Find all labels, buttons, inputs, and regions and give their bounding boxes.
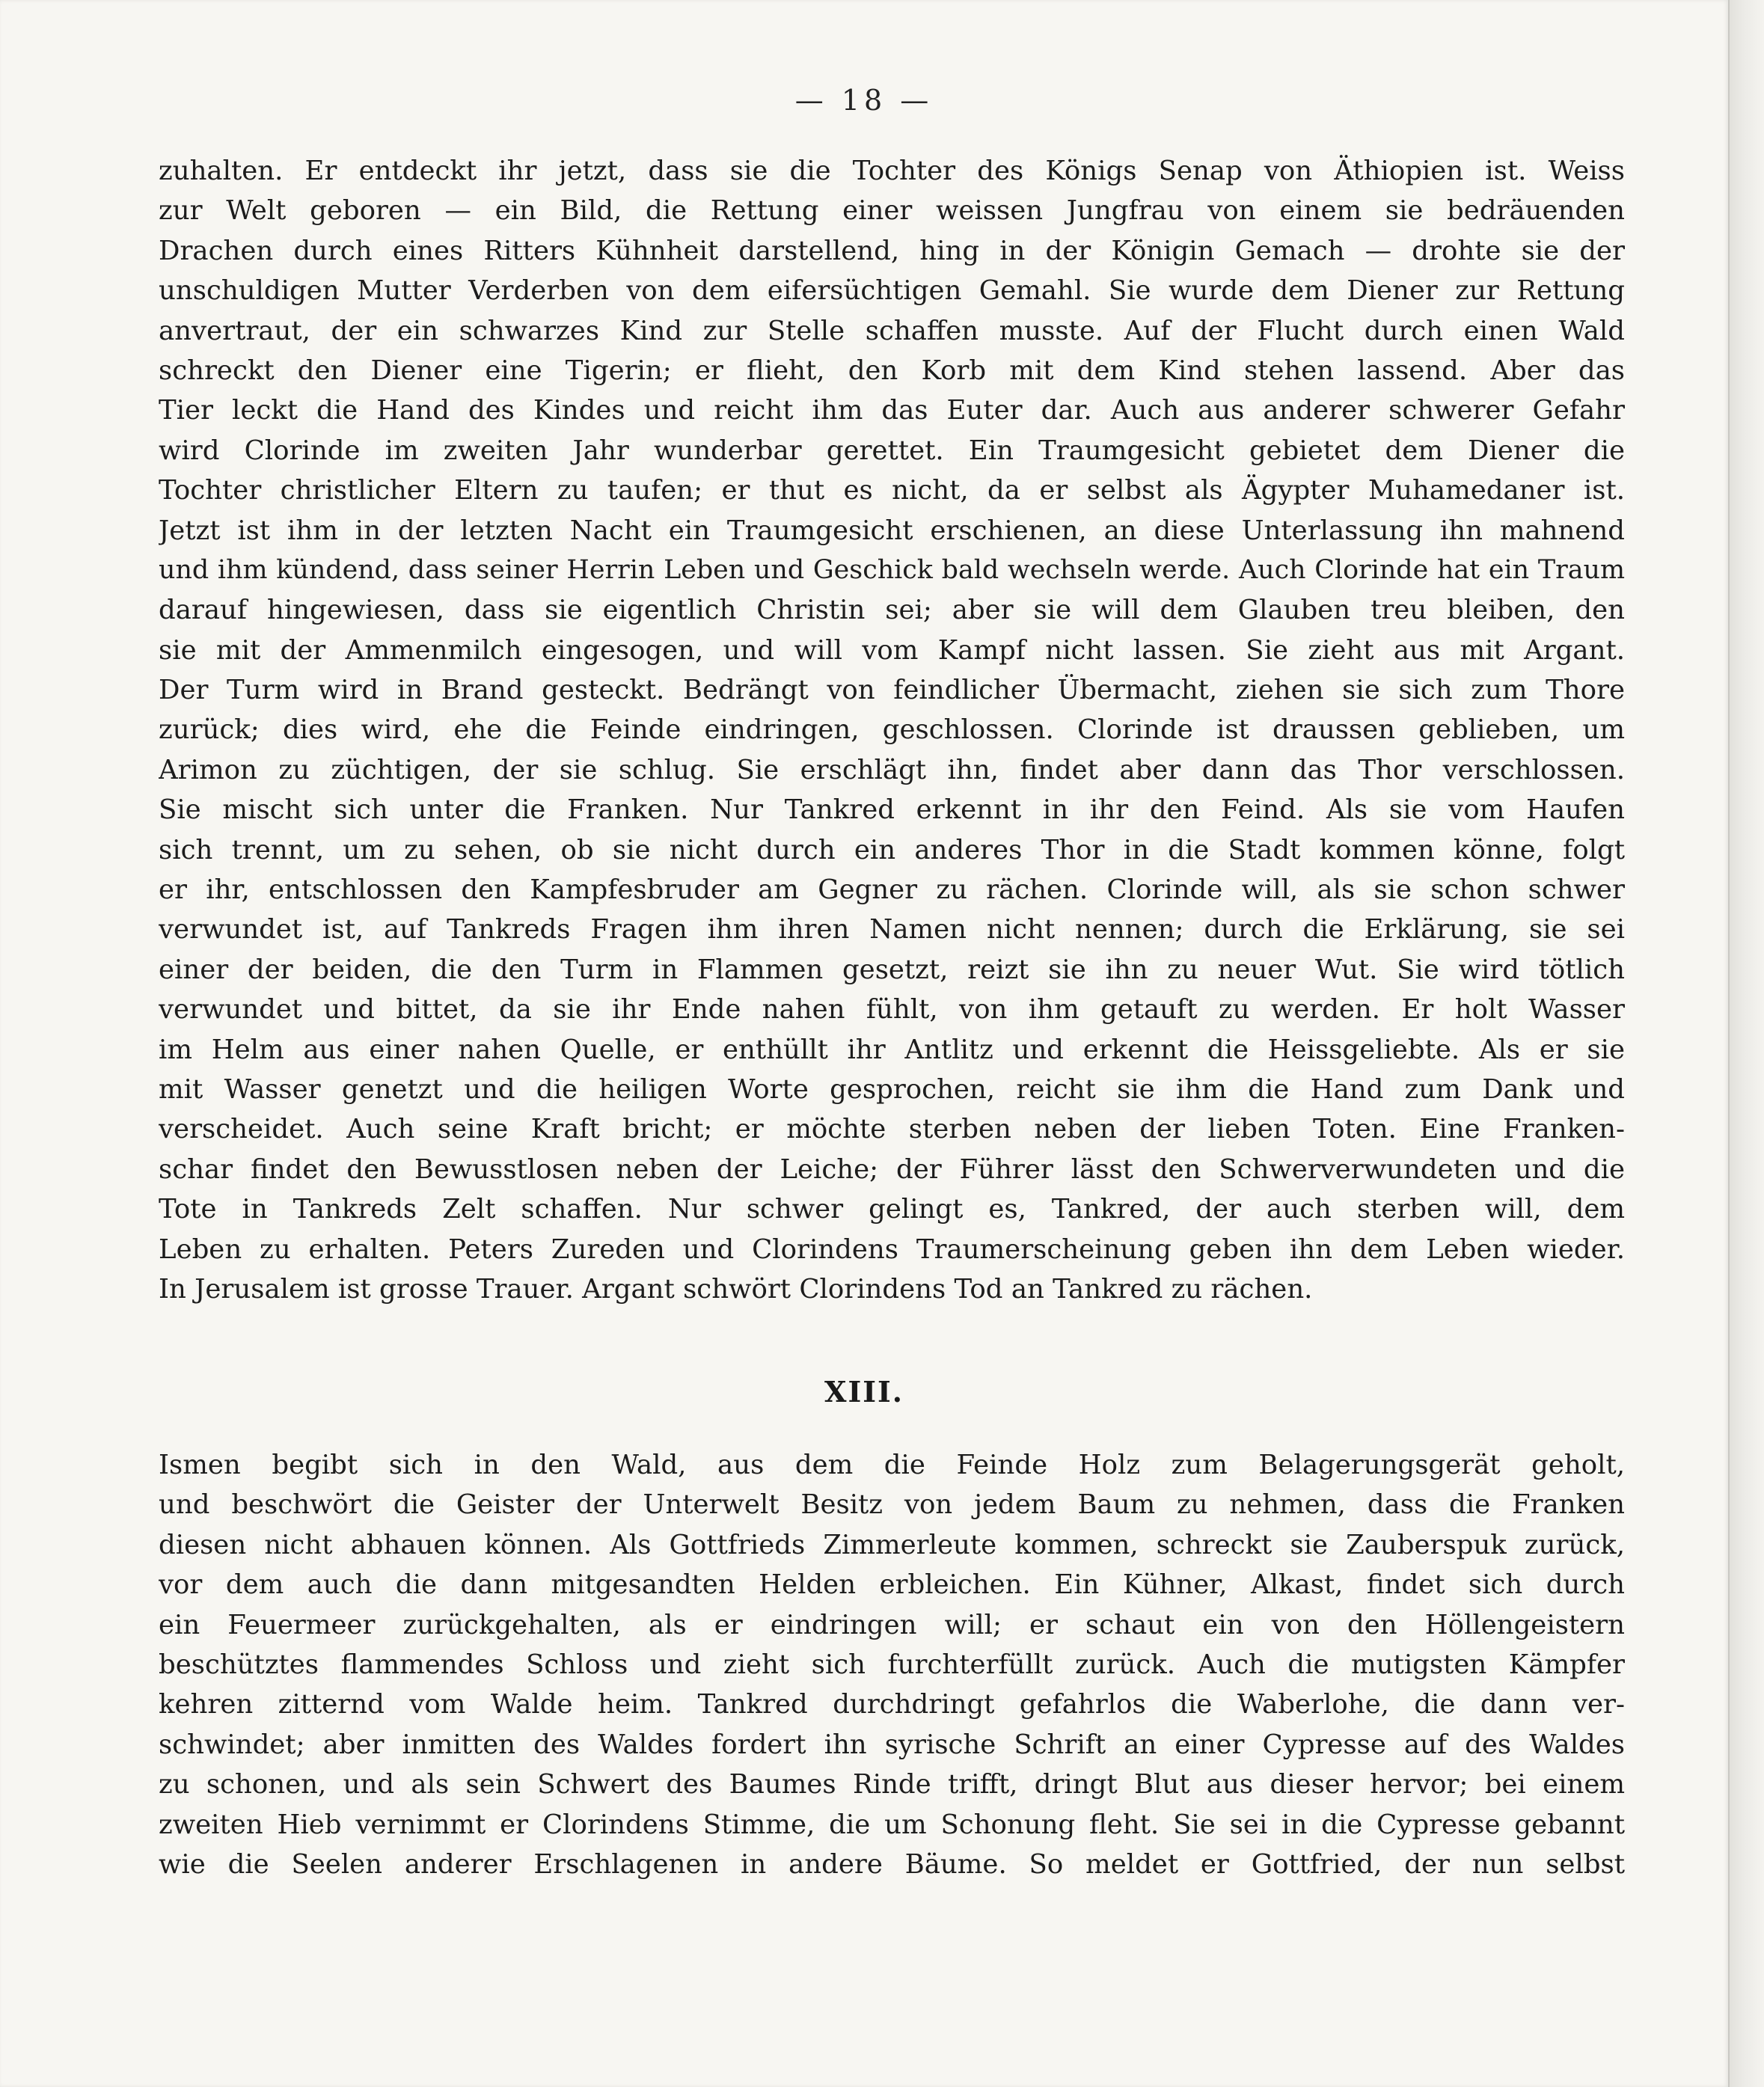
text-line: verwundet ist, auf Tankreds Fragen ihm ihren Namen nicht nennen; durch die Erklärung, sie sei bbox=[159, 914, 1625, 946]
text-line: sie mit der Ammenmilch eingesogen, und will vom Kampf nicht lassen. Sie zieht aus mit Argant. bbox=[159, 634, 1625, 666]
text-line: mit Wasser genetzt und die heiligen Worte gesprochen, reicht sie ihm die Hand zum Dank und bbox=[159, 1073, 1625, 1105]
text-line: unschuldigen Mutter Verderben von dem eifersüchtigen Gemahl. Sie wurde dem Diener zur Rettung bbox=[159, 275, 1625, 307]
text-line: beschütztes flammendes Schloss und zieht sich furchterfüllt zurück. Auch die mutigsten Kämpfer bbox=[159, 1649, 1625, 1680]
section-heading: XIII. bbox=[824, 1375, 904, 1409]
text-line: schreckt den Diener eine Tigerin; er flieht, den Korb mit dem Kind stehen lassend. Aber das bbox=[159, 355, 1625, 386]
text-line: kehren zitternd vom Walde heim. Tankred durchdringt gefahrlos die Waberlohe, die dann ver- bbox=[159, 1689, 1625, 1720]
text-line: anvertraut, der ein schwarzes Kind zur Stelle schaffen musste. Auf der Flucht durch einen Wald bbox=[159, 315, 1625, 346]
text-line: er ihr, entschlossen den Kampfesbruder am Gegner zu rächen. Clorinde will, als sie schon schwer bbox=[159, 874, 1625, 906]
text-line: Drachen durch eines Ritters Kühnheit darstellend, hing in der Königin Gemach — drohte sie der bbox=[159, 235, 1625, 266]
text-line: einer der beiden, die den Turm in Flammen gesetzt, reizt sie ihn zu neuer Wut. Sie wird tötlich bbox=[159, 954, 1625, 985]
text-line: schwindet; aber inmitten des Waldes fordert ihn syrische Schrift an einer Cypresse auf des Waldes bbox=[159, 1729, 1625, 1760]
text-line: und beschwört die Geister der Unterwelt Besitz von jedem Baum zu nehmen, dass die Franken bbox=[159, 1489, 1625, 1521]
text-line: Der Turm wird in Brand gesteckt. Bedrängt von feindlicher Übermacht, ziehen sie sich zum Thore bbox=[159, 675, 1625, 706]
text-line: Arimon zu züchtigen, der sie schlug. Sie erschlägt ihn, findet aber dann das Thor verschlossen. bbox=[159, 754, 1625, 785]
text-line: wird Clorinde im zweiten Jahr wunderbar gerettet. Ein Traumgesicht gebietet dem Diener die bbox=[159, 435, 1625, 466]
text-line: verwundet und bittet, da sie ihr Ende nahen fühlt, von ihm getauft zu werden. Er holt Wasser bbox=[159, 994, 1625, 1026]
text-line: zweiten Hieb vernimmt er Clorindens Stimme, die um Schonung fleht. Sie sei in die Cypresse gebannt bbox=[159, 1809, 1625, 1840]
text-line: im Helm aus einer nahen Quelle, er enthüllt ihr Antlitz und erkennt die Heissgeliebte. Als er sie bbox=[159, 1034, 1625, 1065]
text-line: In Jerusalem ist grosse Trauer. Argant schwört Clorindens Tod an Tankred zu rächen. bbox=[159, 1273, 1313, 1305]
page-edge bbox=[1728, 0, 1764, 2087]
text-line: zu schonen, und als sein Schwert des Baumes Rinde trifft, dringt Blut aus dieser hervor; bei einem bbox=[159, 1769, 1625, 1801]
text-line: Ismen begibt sich in den Wald, aus dem die Feinde Holz zum Belagerungsgerät geholt, bbox=[159, 1450, 1625, 1480]
text-line: Tote in Tankreds Zelt schaffen. Nur schwer gelingt es, Tankred, der auch sterben will, dem bbox=[159, 1194, 1625, 1225]
text-line: sich trennt, um zu sehen, ob sie nicht durch ein anderes Thor in die Stadt kommen könne, folgt bbox=[159, 834, 1625, 865]
text-line: verscheidet. Auch seine Kraft bricht; er möchte sterben neben der lieben Toten. Eine Franken- bbox=[159, 1114, 1625, 1145]
text-line: vor dem auch die dann mitgesandten Helden erbleichen. Ein Kühner, Alkast, findet sich durch bbox=[159, 1569, 1625, 1601]
page-number: — 18 — bbox=[794, 84, 934, 117]
text-line: darauf hingewiesen, dass sie eigentlich Christin sei; aber sie will dem Glauben treu bleiben, den bbox=[159, 595, 1625, 626]
text-line: Sie mischt sich unter die Franken. Nur Tankred erkennt in ihr den Feind. Als sie vom Haufen bbox=[159, 794, 1625, 826]
text-line: Leben zu erhalten. Peters Zureden und Clorindens Traumerscheinung geben ihn dem Leben wieder. bbox=[159, 1233, 1625, 1265]
text-line: ein Feuermeer zurückgehalten, als er eindringen will; er schaut ein von den Höllengeistern bbox=[159, 1609, 1625, 1640]
text-line: Jetzt ist ihm in der letzten Nacht ein Traumgesicht erschienen, an diese Unterlassung ihn mahnend bbox=[159, 515, 1625, 546]
paragraph-2 bbox=[159, 1445, 1625, 1884]
text-line: Tochter christlicher Eltern zu taufen; er thut es nicht, da er selbst als Ägypter Muhamedaner ist. bbox=[159, 475, 1625, 506]
text-line: und ihm kündend, dass seiner Herrin Leben und Geschick bald wechseln werde. Auch Clorinde hat ein Traum bbox=[159, 554, 1625, 585]
paragraph-1 bbox=[159, 151, 1625, 1309]
text-line: zurück; dies wird, ehe die Feinde eindringen, geschlossen. Clorinde ist draussen geblieben, um bbox=[159, 714, 1625, 746]
text-line: zuhalten. Er entdeckt ihr jetzt, dass sie die Tochter des Königs Senap von Äthiopien ist. Weiss bbox=[159, 156, 1625, 186]
text-line: wie die Seelen anderer Erschlagenen in andere Bäume. So meldet er Gottfried, der nun selbst bbox=[159, 1848, 1625, 1880]
text-line: zur Welt geboren — ein Bild, die Rettung einer weissen Jungfrau von einem sie bedräuenden bbox=[159, 195, 1625, 227]
text-line: diesen nicht abhauen können. Als Gottfrieds Zimmerleute kommen, schreckt sie Zauberspuk zurück, bbox=[159, 1529, 1625, 1560]
text-line: Tier leckt die Hand des Kindes und reicht ihm das Euter dar. Auch aus anderer schwerer Gefahr bbox=[159, 395, 1625, 426]
text-line: schar findet den Bewusstlosen neben der Leiche; der Führer lässt den Schwerverwundeten und die bbox=[159, 1153, 1625, 1185]
